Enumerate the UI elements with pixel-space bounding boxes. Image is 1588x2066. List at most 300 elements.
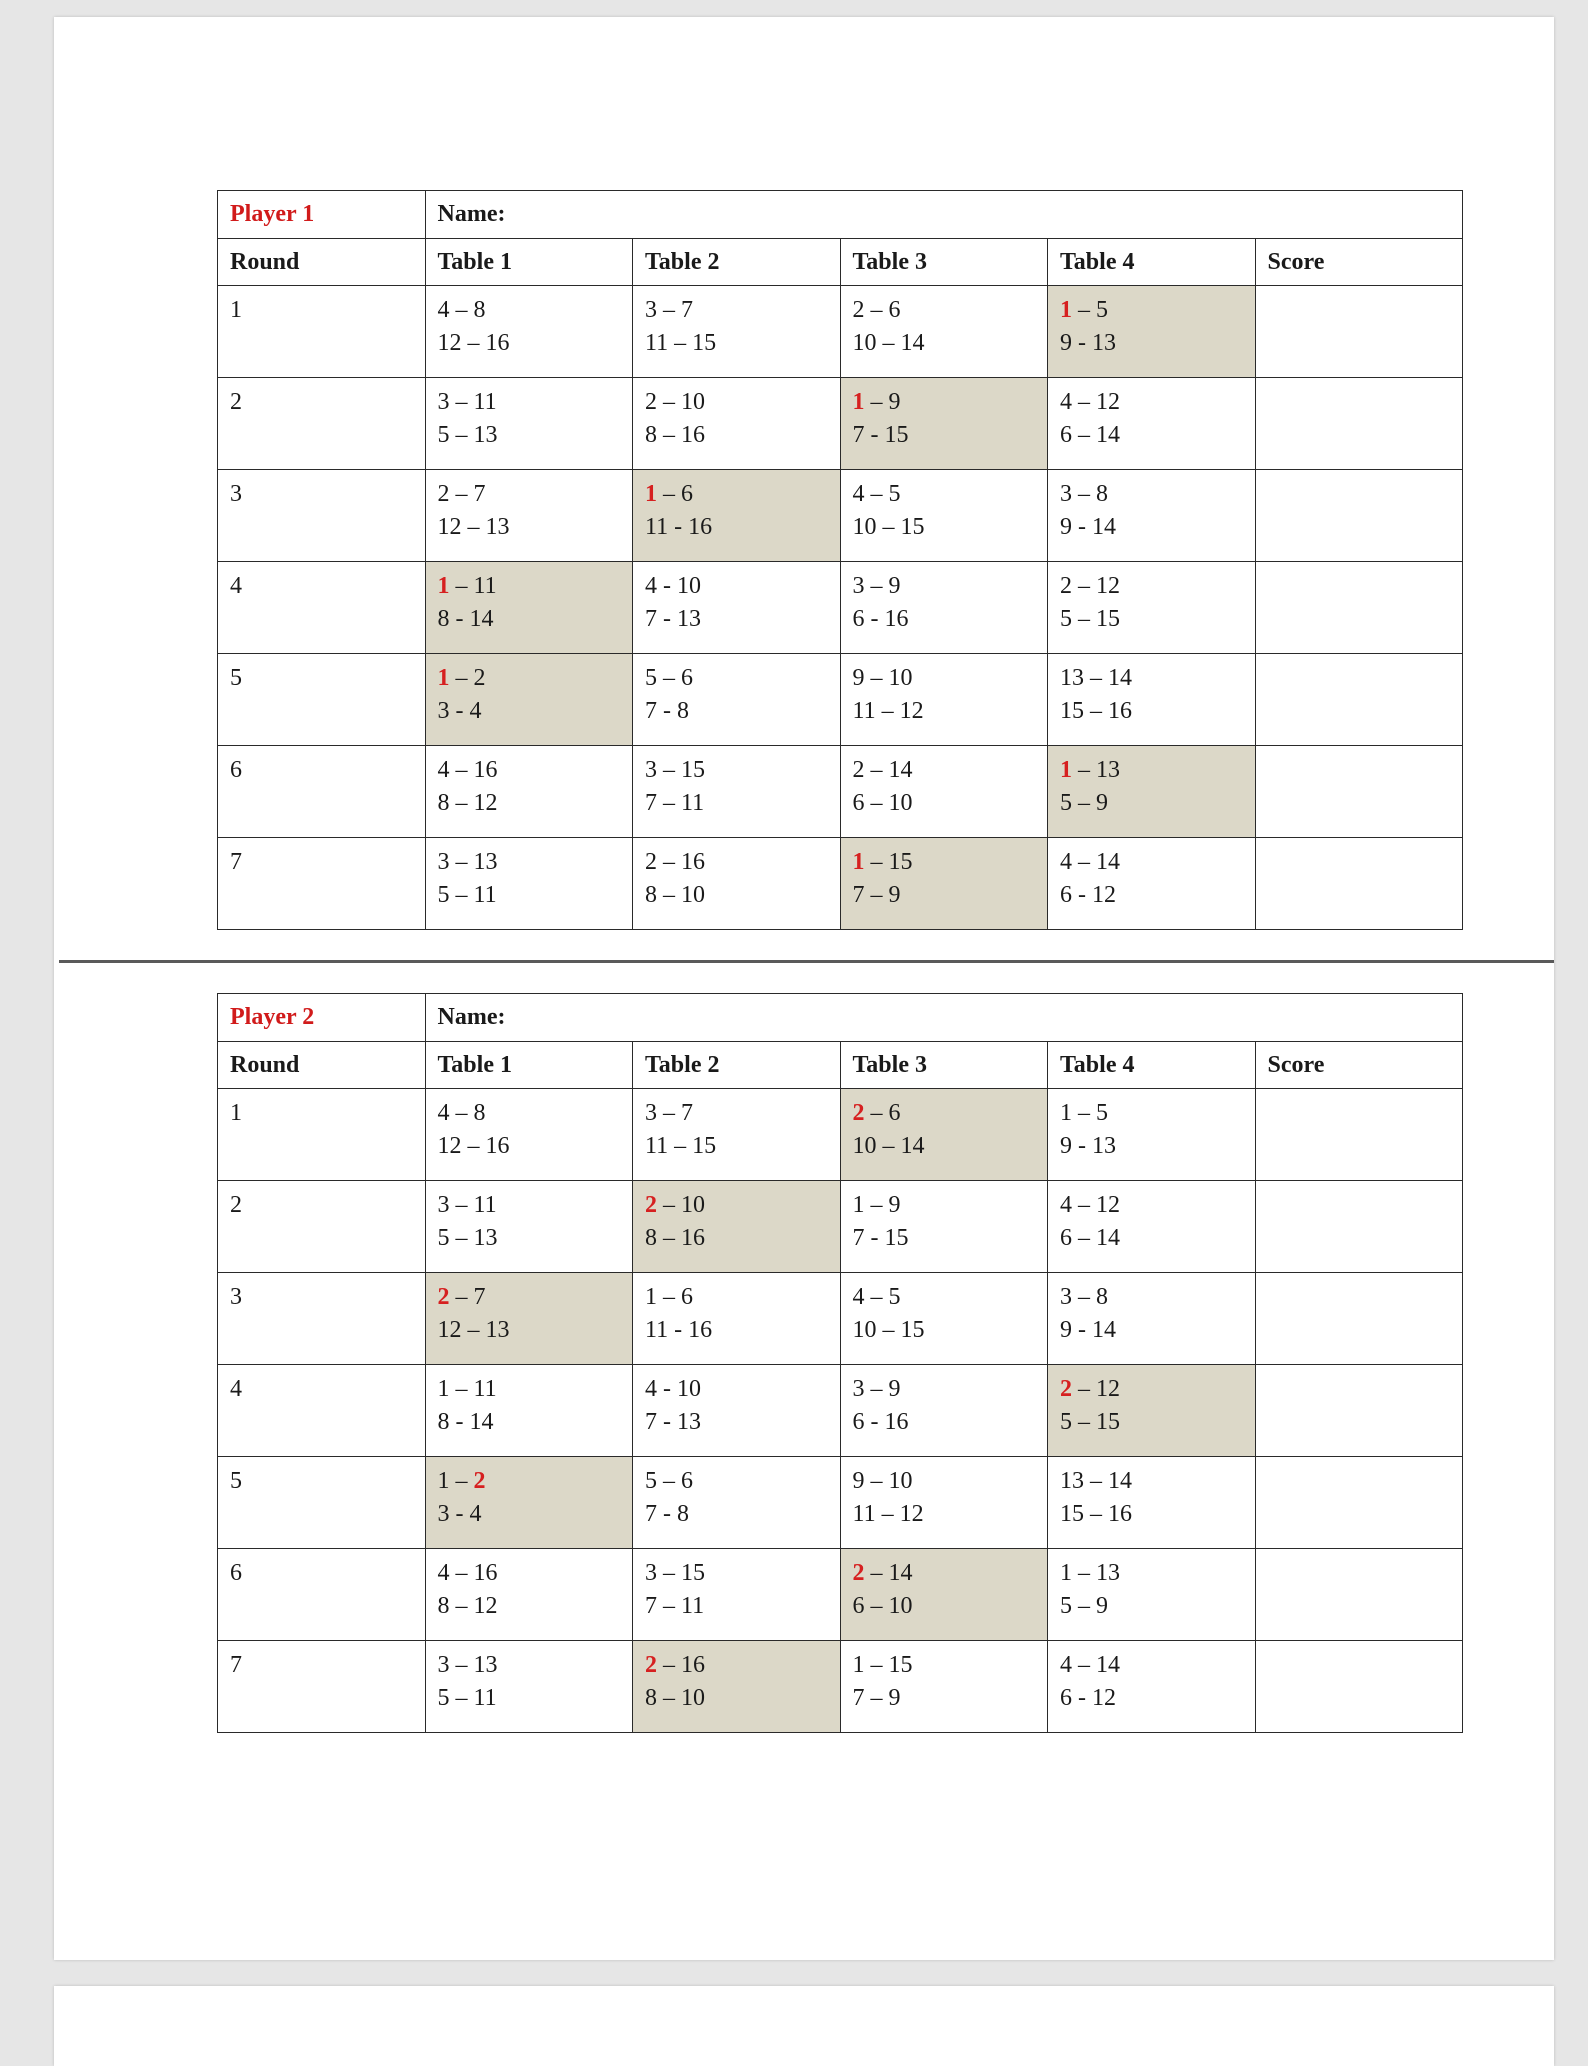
match-line-2: 8 – 16: [645, 1225, 705, 1251]
round-number: 3: [218, 1273, 426, 1365]
column-header: Table 1: [425, 239, 633, 286]
match-line-1: [1060, 1465, 1243, 1498]
match-line-2: 7 - 15: [852, 422, 909, 448]
match-line-2: 11 – 15: [645, 1133, 717, 1159]
match-post: 3 – 11: [437, 1192, 497, 1218]
match-line-2: 6 – 10: [852, 790, 913, 816]
player-number-highlight: 2: [473, 1468, 486, 1494]
match-line-1: [645, 386, 828, 419]
player-label: Player 1: [218, 191, 426, 239]
match-line-1: [645, 1281, 828, 1314]
table-match-cell: [425, 1273, 633, 1365]
match-line-1: [853, 1557, 1036, 1590]
table-match-cell: [425, 286, 633, 378]
match-line-2: 7 – 11: [645, 790, 705, 816]
table-match-cell: [840, 1457, 1048, 1549]
table-match-cell: [633, 562, 841, 654]
match-line-2: 5 – 9: [1060, 790, 1108, 816]
score-cell[interactable]: [1255, 1273, 1463, 1365]
match-line-1: [438, 386, 621, 419]
match-post: – 5: [1072, 297, 1108, 323]
round-number: 2: [218, 378, 426, 470]
table-match-cell: [840, 286, 1048, 378]
match-line-1: [645, 478, 828, 511]
match-line-2: 10 – 15: [852, 1317, 925, 1343]
table-match-cell: [840, 378, 1048, 470]
match-post: 4 – 8: [437, 1100, 486, 1126]
match-post: – 15: [864, 849, 913, 875]
match-post: 1 – 13: [1060, 1560, 1120, 1586]
round-row: [218, 1089, 1463, 1181]
match-post: – 2: [449, 665, 486, 691]
document-page: [54, 17, 1554, 1960]
table-match-cell: [633, 1641, 841, 1733]
match-line-1: [438, 1097, 621, 1130]
match-line-1: [645, 1649, 828, 1682]
match-line-1: [853, 386, 1036, 419]
match-line-2: 11 – 12: [852, 1501, 924, 1527]
match-line-1: [1060, 294, 1243, 327]
table-match-cell: [840, 1089, 1048, 1181]
player-2-schedule-table: [217, 993, 1463, 1733]
match-line-1: [438, 294, 621, 327]
match-post: 3 – 9: [852, 1376, 901, 1402]
match-post: – 14: [864, 1560, 913, 1586]
score-cell[interactable]: [1255, 1641, 1463, 1733]
match-line-1: [853, 1373, 1036, 1406]
match-line-1: [1060, 1097, 1243, 1130]
match-line-2: 11 - 16: [645, 514, 713, 540]
player-number-highlight: 2: [852, 1100, 865, 1126]
table-match-cell: [1048, 1181, 1256, 1273]
player-number-highlight: 1: [437, 573, 450, 599]
match-line-2: 8 – 16: [645, 422, 705, 448]
match-line-1: [438, 1189, 621, 1222]
match-line-2: 6 – 14: [1060, 422, 1120, 448]
match-line-2: 3 - 4: [437, 698, 482, 724]
round-number: 1: [218, 1089, 426, 1181]
table-match-cell: [425, 378, 633, 470]
column-header: Table 2: [633, 1042, 841, 1089]
match-line-2: 6 - 12: [1060, 882, 1116, 908]
match-post: 3 – 13: [437, 849, 498, 875]
match-line-2: 12 – 16: [437, 1133, 510, 1159]
score-cell[interactable]: [1255, 746, 1463, 838]
table-match-cell: [633, 838, 841, 930]
score-cell[interactable]: [1255, 838, 1463, 930]
match-line-2: 12 – 16: [437, 330, 510, 356]
match-line-1: [853, 1281, 1036, 1314]
table-match-cell: [840, 470, 1048, 562]
score-cell[interactable]: [1255, 1089, 1463, 1181]
match-post: 3 – 7: [645, 297, 693, 323]
round-row: [218, 286, 1463, 378]
match-post: – 7: [449, 1284, 486, 1310]
match-post: 4 – 5: [852, 1284, 901, 1310]
round-row: [218, 1641, 1463, 1733]
match-post: – 9: [864, 389, 901, 415]
match-line-2: 8 – 12: [437, 790, 498, 816]
match-line-2: 8 - 14: [437, 606, 494, 632]
match-line-1: [438, 478, 621, 511]
table-match-cell: [633, 1181, 841, 1273]
player-number-highlight: 1: [437, 665, 450, 691]
column-header: Table 3: [840, 1042, 1048, 1089]
match-line-2: 11 – 12: [852, 698, 924, 724]
match-post: 4 – 16: [437, 1560, 498, 1586]
match-line-1: [645, 1373, 828, 1406]
round-number: 1: [218, 286, 426, 378]
column-header: Table 1: [425, 1042, 633, 1089]
match-line-1: [645, 1557, 828, 1590]
match-post: 4 – 16: [437, 757, 498, 783]
table-match-cell: [633, 286, 841, 378]
table-match-cell: [633, 1089, 841, 1181]
score-cell[interactable]: [1255, 1549, 1463, 1641]
match-line-2: 5 – 11: [437, 1685, 497, 1711]
table-match-cell: [425, 838, 633, 930]
column-header: Round: [218, 1042, 426, 1089]
match-post: 5 – 6: [645, 665, 693, 691]
match-line-2: 5 – 15: [1060, 606, 1120, 632]
match-post: 3 – 8: [1060, 1284, 1108, 1310]
table-match-cell: [840, 654, 1048, 746]
match-line-2: 7 - 13: [645, 1409, 701, 1435]
match-line-1: [438, 1373, 621, 1406]
round-row: [218, 470, 1463, 562]
match-post: – 13: [1072, 757, 1120, 783]
player-number-highlight: 2: [645, 1652, 657, 1678]
column-header: Table 2: [633, 239, 841, 286]
match-line-2: 6 - 16: [852, 1409, 909, 1435]
match-line-2: 7 - 13: [645, 606, 701, 632]
match-line-2: 5 – 13: [437, 422, 498, 448]
match-post: 3 – 9: [852, 573, 901, 599]
match-post: 9 – 10: [852, 665, 913, 691]
match-post: 13 – 14: [1060, 1468, 1132, 1494]
match-line-1: [853, 662, 1036, 695]
table-match-cell: [1048, 746, 1256, 838]
next-document-page: [54, 1986, 1554, 2066]
match-line-1: [853, 1189, 1036, 1222]
round-row: [218, 1365, 1463, 1457]
match-line-2: 9 - 14: [1060, 1317, 1116, 1343]
match-post: 2 – 6: [852, 297, 901, 323]
table-match-cell: [1048, 1273, 1256, 1365]
match-line-2: 15 – 16: [1060, 698, 1132, 724]
match-post: 5 – 6: [645, 1468, 693, 1494]
table-match-cell: [1048, 1457, 1256, 1549]
round-number: 6: [218, 1549, 426, 1641]
table-match-cell: [840, 1549, 1048, 1641]
match-post: – 12: [1072, 1376, 1120, 1402]
table-match-cell: [1048, 562, 1256, 654]
match-line-2: 7 – 11: [645, 1593, 705, 1619]
match-line-2: 9 - 13: [1060, 330, 1116, 356]
match-line-1: [645, 1189, 828, 1222]
match-line-1: [438, 1465, 621, 1498]
match-line-2: 7 – 9: [852, 1685, 901, 1711]
name-field[interactable]: Name:: [425, 994, 1463, 1042]
match-post: 3 – 15: [645, 1560, 705, 1586]
match-line-2: 5 – 11: [437, 882, 497, 908]
score-cell[interactable]: [1255, 286, 1463, 378]
table-match-cell: [633, 1457, 841, 1549]
match-line-2: 11 – 15: [645, 330, 717, 356]
match-line-2: 10 – 14: [852, 330, 925, 356]
match-post: 4 – 8: [437, 297, 486, 323]
table-match-cell: [840, 1273, 1048, 1365]
player-number-highlight: 2: [437, 1284, 450, 1310]
match-line-1: [438, 570, 621, 603]
table-match-cell: [425, 1641, 633, 1733]
match-line-2: 12 – 13: [437, 1317, 510, 1343]
match-line-1: [853, 1465, 1036, 1498]
table-match-cell: [425, 1365, 633, 1457]
round-number: 4: [218, 562, 426, 654]
player-row: [218, 191, 1463, 239]
column-header: Score: [1255, 239, 1463, 286]
match-post: – 11: [449, 573, 497, 599]
round-row: [218, 1273, 1463, 1365]
table-match-cell: [1048, 286, 1256, 378]
round-row: [218, 746, 1463, 838]
match-line-2: 5 – 15: [1060, 1409, 1120, 1435]
column-header: Score: [1255, 1042, 1463, 1089]
match-line-1: [645, 754, 828, 787]
player-number-highlight: 2: [645, 1192, 657, 1218]
match-line-1: [645, 570, 828, 603]
match-line-2: 7 - 8: [645, 698, 689, 724]
table-match-cell: [1048, 1641, 1256, 1733]
table-match-cell: [840, 562, 1048, 654]
table-match-cell: [1048, 838, 1256, 930]
match-line-1: [438, 846, 621, 879]
table-match-cell: [633, 1365, 841, 1457]
name-field[interactable]: Name:: [425, 191, 1463, 239]
table-match-cell: [633, 470, 841, 562]
table-match-cell: [840, 1181, 1048, 1273]
match-line-1: [438, 1281, 621, 1314]
table-match-cell: [840, 1641, 1048, 1733]
match-line-1: [853, 846, 1036, 879]
match-line-1: [853, 570, 1036, 603]
match-line-1: [1060, 754, 1243, 787]
match-line-2: 8 – 10: [645, 1685, 705, 1711]
score-cell[interactable]: [1255, 378, 1463, 470]
match-post: 1 – 6: [645, 1284, 693, 1310]
match-line-2: 10 – 14: [852, 1133, 925, 1159]
match-post: 4 – 12: [1060, 389, 1120, 415]
match-post: 4 - 10: [645, 1376, 701, 1402]
match-line-2: 6 - 16: [852, 606, 909, 632]
match-post: 1 – 9: [852, 1192, 901, 1218]
table-match-cell: [1048, 1549, 1256, 1641]
table-match-cell: [425, 1089, 633, 1181]
page-divider: [59, 960, 1554, 963]
match-post: 1 – 11: [437, 1376, 497, 1402]
match-line-2: 7 - 15: [852, 1225, 909, 1251]
player-number-highlight: 2: [1060, 1376, 1072, 1402]
score-cell[interactable]: [1255, 1181, 1463, 1273]
match-line-1: [1060, 1281, 1243, 1314]
match-post: 2 – 14: [852, 757, 913, 783]
match-post: 4 – 12: [1060, 1192, 1120, 1218]
match-line-1: [645, 1465, 828, 1498]
match-line-1: [438, 662, 621, 695]
match-line-2: 3 - 4: [437, 1501, 482, 1527]
round-number: 6: [218, 746, 426, 838]
player-row: [218, 994, 1463, 1042]
match-line-1: [853, 478, 1036, 511]
round-number: 7: [218, 838, 426, 930]
table-match-cell: [1048, 470, 1256, 562]
match-line-2: 8 – 10: [645, 882, 705, 908]
match-post: – 10: [657, 1192, 705, 1218]
round-row: [218, 378, 1463, 470]
match-line-2: 7 - 8: [645, 1501, 689, 1527]
match-post: 2 – 12: [1060, 573, 1120, 599]
match-post: 2 – 7: [437, 481, 486, 507]
match-line-2: 11 - 16: [645, 1317, 713, 1343]
match-line-1: [438, 1557, 621, 1590]
table-match-cell: [425, 654, 633, 746]
match-post: 13 – 14: [1060, 665, 1132, 691]
match-line-1: [645, 662, 828, 695]
match-post: 4 – 5: [852, 481, 901, 507]
match-post: 2 – 10: [645, 389, 705, 415]
match-line-1: [1060, 662, 1243, 695]
match-line-1: [645, 846, 828, 879]
player-number-highlight: 1: [645, 481, 657, 507]
match-line-1: [1060, 386, 1243, 419]
match-line-1: [645, 1097, 828, 1130]
match-line-2: 6 - 12: [1060, 1685, 1116, 1711]
round-number: 2: [218, 1181, 426, 1273]
table-match-cell: [840, 1365, 1048, 1457]
match-line-2: 6 – 10: [852, 1593, 913, 1619]
round-number: 7: [218, 1641, 426, 1733]
match-line-2: 12 – 13: [437, 514, 510, 540]
round-row: [218, 562, 1463, 654]
match-line-1: [853, 1097, 1036, 1130]
score-cell[interactable]: [1255, 470, 1463, 562]
table-match-cell: [633, 1273, 841, 1365]
match-line-1: [853, 294, 1036, 327]
match-line-2: 8 - 14: [437, 1409, 494, 1435]
match-post: 4 – 14: [1060, 849, 1120, 875]
match-post: – 6: [864, 1100, 901, 1126]
table-match-cell: [425, 1549, 633, 1641]
table-match-cell: [840, 838, 1048, 930]
match-line-1: [1060, 1373, 1243, 1406]
table-match-cell: [1048, 1089, 1256, 1181]
match-line-2: 5 – 9: [1060, 1593, 1108, 1619]
table-match-cell: [1048, 378, 1256, 470]
round-number: 5: [218, 1457, 426, 1549]
table-match-cell: [1048, 1365, 1256, 1457]
column-header: Table 4: [1048, 239, 1256, 286]
round-row: [218, 1457, 1463, 1549]
match-line-1: [645, 294, 828, 327]
player-number-highlight: 1: [852, 389, 865, 415]
table-match-cell: [425, 562, 633, 654]
match-line-1: [1060, 478, 1243, 511]
round-row: [218, 1549, 1463, 1641]
match-line-2: 15 – 16: [1060, 1501, 1132, 1527]
table-match-cell: [425, 470, 633, 562]
player-number-highlight: 2: [852, 1560, 865, 1586]
match-line-1: [1060, 570, 1243, 603]
match-line-2: 10 – 15: [852, 514, 925, 540]
score-cell[interactable]: [1255, 562, 1463, 654]
match-line-2: 5 – 13: [437, 1225, 498, 1251]
player-number-highlight: 1: [1060, 757, 1072, 783]
column-header: Round: [218, 239, 426, 286]
match-post: 1 – 5: [1060, 1100, 1108, 1126]
match-post: 2 – 16: [645, 849, 705, 875]
match-line-1: [853, 754, 1036, 787]
match-post: 4 – 14: [1060, 1652, 1120, 1678]
round-number: 4: [218, 1365, 426, 1457]
table-match-cell: [425, 1457, 633, 1549]
match-line-2: 6 – 14: [1060, 1225, 1120, 1251]
match-post: 3 – 13: [437, 1652, 498, 1678]
table-match-cell: [633, 1549, 841, 1641]
round-row: [218, 1181, 1463, 1273]
player-number-highlight: 1: [852, 849, 865, 875]
header-row: [218, 1042, 1463, 1089]
score-cell[interactable]: [1255, 654, 1463, 746]
match-post: 4 - 10: [645, 573, 701, 599]
match-line-1: [853, 1649, 1036, 1682]
player-label: Player 2: [218, 994, 426, 1042]
table-match-cell: [633, 654, 841, 746]
match-line-1: [1060, 1189, 1243, 1222]
column-header: Table 3: [840, 239, 1048, 286]
match-line-2: 8 – 12: [437, 1593, 498, 1619]
match-line-2: 9 - 13: [1060, 1133, 1116, 1159]
match-line-1: [438, 754, 621, 787]
match-post: 3 – 8: [1060, 481, 1108, 507]
match-line-2: 7 – 9: [852, 882, 901, 908]
round-number: 5: [218, 654, 426, 746]
match-line-2: 9 - 14: [1060, 514, 1116, 540]
match-post: – 16: [657, 1652, 705, 1678]
table-match-cell: [425, 1181, 633, 1273]
score-cell[interactable]: [1255, 1365, 1463, 1457]
match-line-1: [1060, 1649, 1243, 1682]
table-match-cell: [425, 746, 633, 838]
match-pre: 1 –: [437, 1468, 474, 1494]
match-line-1: [1060, 1557, 1243, 1590]
match-post: 9 – 10: [852, 1468, 913, 1494]
round-row: [218, 654, 1463, 746]
score-cell[interactable]: [1255, 1457, 1463, 1549]
column-header: Table 4: [1048, 1042, 1256, 1089]
table-match-cell: [1048, 654, 1256, 746]
match-line-1: [438, 1649, 621, 1682]
match-line-1: [1060, 846, 1243, 879]
table-match-cell: [633, 378, 841, 470]
match-post: 3 – 15: [645, 757, 705, 783]
player-1-schedule-table: [217, 190, 1463, 930]
match-post: 1 – 15: [852, 1652, 913, 1678]
player-number-highlight: 1: [1060, 297, 1072, 323]
match-post: 3 – 11: [437, 389, 497, 415]
round-number: 3: [218, 470, 426, 562]
header-row: [218, 239, 1463, 286]
